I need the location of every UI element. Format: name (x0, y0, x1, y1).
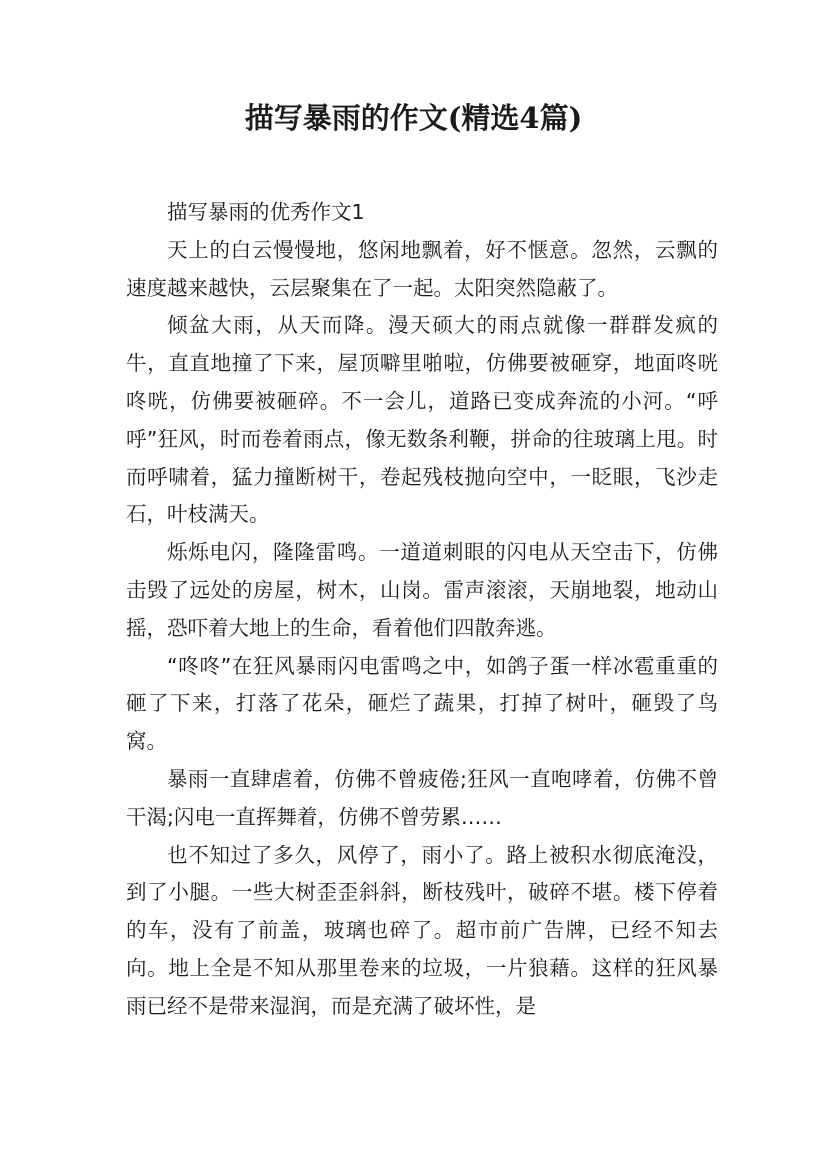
paragraph-3: 烁烁电闪，隆隆雷鸣。一道道刺眼的闪电从天空击下，仿佛击毁了远处的房屋，树木，山岗。雷声滚滚，天崩地裂，地动山摇，恐吓着大地上的生命，看着他们四散奔逃。 (126, 540, 718, 640)
paragraph-5: 暴雨一直肆虐着，仿佛不曾疲倦;狂风一直咆哮着，仿佛不曾干渴;闪电一直挥舞着，仿佛不曾劳累…… (126, 766, 718, 829)
document-title: 描写暴雨的作文(精选4篇) (244, 101, 583, 135)
paragraph-6: 也不知过了多久，风停了，雨小了。路上被积水彻底淹没，到了小腿。一些大树歪歪斜斜，断枝残叶，破碎不堪。楼下停着的车，没有了前盖，玻璃也碎了。超市前广告牌，已经不知去向。地上全是不知从那里卷来的垃圾，一片狼藉。这样的狂风暴雨已经不是带来湿润，而是充满了破坏性，是 (126, 842, 718, 1018)
section-heading: 描写暴雨的优秀作文1 (167, 200, 365, 224)
document-body (126, 194, 718, 1026)
paragraph-2: 倾盆大雨，从天而降。漫天硕大的雨点就像一群群发疯的牛，直直地撞了下来，屋顶噼里啪啦，仿佛要被砸穿，地面咚咣咚咣，仿佛要被砸碎。不一会儿，道路已变成奔流的小河。“呼呼”狂风，时而卷着雨点，像无数条利鞭，拼命的往玻璃上甩。时而呼啸着，猛力撞断树干，卷起残枝抛向空中，一眨眼，飞沙走石，叶枝满天。 (126, 313, 718, 527)
paragraph-4: “咚咚”在狂风暴雨闪电雷鸣之中，如鸽子蛋一样冰雹重重的砸了下来，打落了花朵，砸烂了蔬果，打掉了树叶，砸毁了鸟窝。 (126, 653, 718, 754)
paragraph-1: 天上的白云慢慢地，悠闲地飘着，好不惬意。忽然，云飘的速度越来越快，云层聚集在了一起。太阳突然隐蔽了。 (126, 237, 718, 300)
